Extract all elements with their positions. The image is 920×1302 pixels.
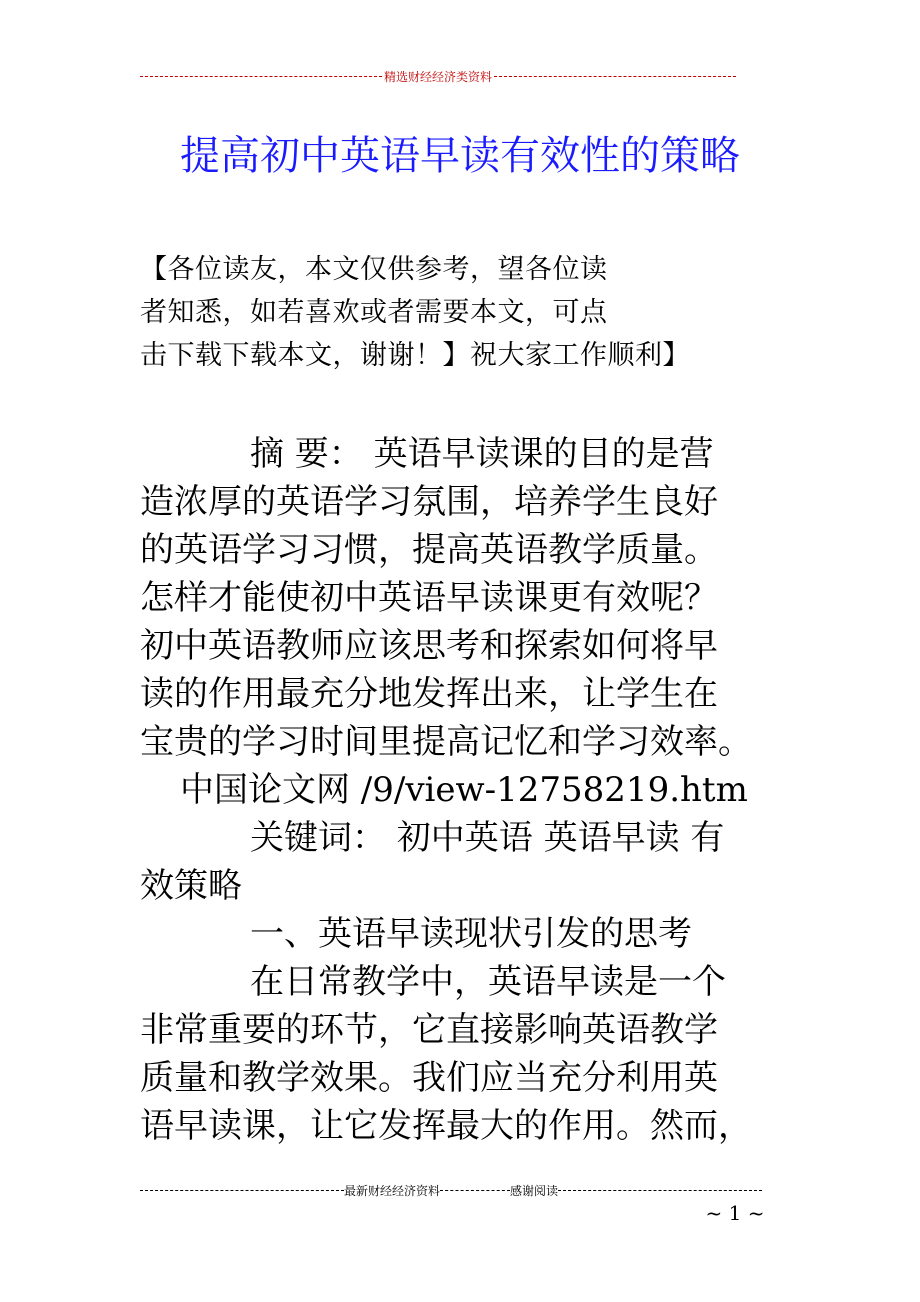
abstract-line: 宝贵的学习时间里提高记忆和学习效率。 [140,722,752,762]
abstract-line: 摘 要： 英语早读课的目的是营 [250,434,714,474]
page-number: ~ 1 ~ [705,1201,765,1225]
abstract-line: 的英语学习习惯，提高英语教学质量。 [140,530,718,570]
reader-notice [140,248,780,377]
footer-rule [140,1180,762,1200]
keywords-line: 关键词： 初中英语 英语早读 有 [250,818,725,858]
footer-dash-right [558,1190,762,1191]
footer-dash-middle [440,1190,510,1191]
header-label: 精选财经经济类资料 [384,69,493,84]
keywords-line: 效策略 [140,866,242,906]
footer-label-right: 感谢阅读 [510,1183,559,1198]
abstract-line: 造浓厚的英语学习氛围，培养学生良好 [140,482,718,522]
header-dash-left [140,76,382,77]
source-line: 中国论文网 /9/view-12758219.htm [180,770,748,810]
abstract-line: 初中英语教师应该思考和探索如何将早 [140,626,718,666]
abstract-line: 读的作用最充分地发挥出来，让学生在 [140,674,718,714]
paragraph-line: 在日常教学中，英语早读是一个 [250,962,726,1002]
section-heading: 一、英语早读现状引发的思考 [250,914,692,954]
notice-line: 【各位读友，本文仅供参考，望各位读 [140,254,608,285]
paragraph-line: 语早读课，让它发挥最大的作用。然而， [140,1106,752,1146]
footer-label-left: 最新财经经济资料 [343,1183,440,1198]
article-body [140,430,790,1150]
footer-dash-left [140,1190,344,1191]
notice-line: 击下载下载本文，谢谢！】祝大家工作顺利】 [140,340,690,371]
notice-line: 者知悉，如若喜欢或者需要本文，可点 [140,297,608,328]
header-rule [140,66,736,86]
header-dash-right [494,76,736,77]
abstract-line: 怎样才能使初中英语早读课更有效呢？ [140,578,718,618]
document-title: 提高初中英语早读有效性的策略 [180,133,740,179]
paragraph-line: 非常重要的环节，它直接影响英语教学 [140,1010,718,1050]
paragraph-line: 质量和教学效果。我们应当充分利用英 [140,1058,718,1098]
